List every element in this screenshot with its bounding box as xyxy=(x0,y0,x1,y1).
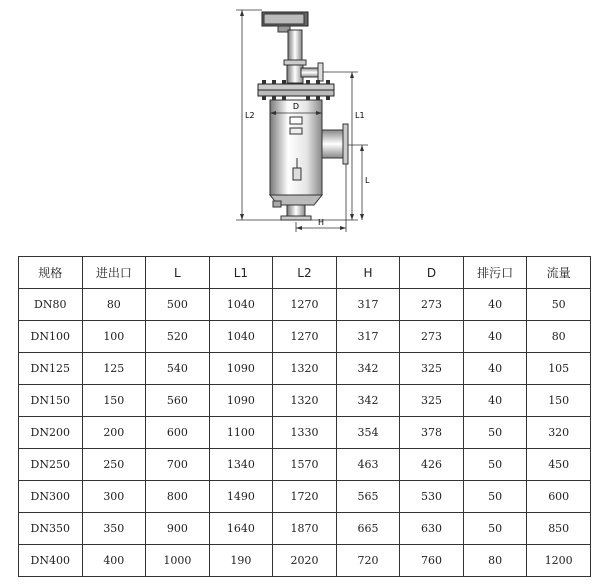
table-cell: 50 xyxy=(527,289,591,321)
table-cell: 100 xyxy=(82,321,146,353)
motor xyxy=(262,12,308,32)
dim-label-l2: L2 xyxy=(245,111,255,120)
table-cell: 80 xyxy=(463,545,527,577)
table-cell: 190 xyxy=(209,545,273,577)
table-row xyxy=(19,513,591,545)
column-header: L xyxy=(146,257,210,289)
table-row xyxy=(19,545,591,577)
table-cell: DN80 xyxy=(19,289,83,321)
table-cell: DN350 xyxy=(19,513,83,545)
table-cell: 1090 xyxy=(209,385,273,417)
table-cell: 565 xyxy=(336,481,400,513)
table-cell: 325 xyxy=(400,385,464,417)
table-cell: DN400 xyxy=(19,545,83,577)
table-cell: 463 xyxy=(336,449,400,481)
table-cell: 150 xyxy=(527,385,591,417)
column-header: H xyxy=(336,257,400,289)
table-cell: 350 xyxy=(82,513,146,545)
column-header: 规格 xyxy=(19,257,83,289)
table-cell: DN150 xyxy=(19,385,83,417)
table-cell: 1340 xyxy=(209,449,273,481)
table-cell: 378 xyxy=(400,417,464,449)
table-cell: 665 xyxy=(336,513,400,545)
table-row xyxy=(19,449,591,481)
table-cell: 325 xyxy=(400,353,464,385)
table-cell: DN300 xyxy=(19,481,83,513)
dim-label-l1: L1 xyxy=(355,111,365,120)
column-header: 排污口 xyxy=(463,257,527,289)
table-cell: 125 xyxy=(82,353,146,385)
table-cell: 630 xyxy=(400,513,464,545)
table-cell: 40 xyxy=(463,289,527,321)
table-cell: 1330 xyxy=(273,417,337,449)
table-cell: 800 xyxy=(146,481,210,513)
table-cell: 600 xyxy=(527,481,591,513)
table-cell: 40 xyxy=(463,353,527,385)
table-cell: 1200 xyxy=(527,545,591,577)
column-header: L2 xyxy=(273,257,337,289)
table-cell: 50 xyxy=(463,513,527,545)
table-cell: 40 xyxy=(463,321,527,353)
column-header: 进出口 xyxy=(82,257,146,289)
table-cell: DN250 xyxy=(19,449,83,481)
table-cell: 150 xyxy=(82,385,146,417)
outlet-pipe xyxy=(322,124,348,164)
dim-label-h: H xyxy=(317,218,325,227)
column-header: D xyxy=(400,257,464,289)
table-cell: 1490 xyxy=(209,481,273,513)
table-cell: 540 xyxy=(146,353,210,385)
table-cell: 354 xyxy=(336,417,400,449)
table-cell: 900 xyxy=(146,513,210,545)
dim-label-l: L xyxy=(365,176,370,185)
table-cell: 1870 xyxy=(273,513,337,545)
table-cell: 500 xyxy=(146,289,210,321)
table-row xyxy=(19,481,591,513)
table-header-row xyxy=(19,257,591,289)
table-cell: 1320 xyxy=(273,353,337,385)
table-row xyxy=(19,321,591,353)
table-row xyxy=(19,353,591,385)
table-row xyxy=(19,289,591,321)
table-cell: 600 xyxy=(146,417,210,449)
table-cell: 200 xyxy=(82,417,146,449)
vessel-body xyxy=(270,100,322,205)
table-row xyxy=(19,417,591,449)
table-cell: 317 xyxy=(336,321,400,353)
table-cell: 320 xyxy=(527,417,591,449)
table-cell: 273 xyxy=(400,289,464,321)
table-cell: 273 xyxy=(400,321,464,353)
table-cell: 1320 xyxy=(273,385,337,417)
table-cell: 300 xyxy=(82,481,146,513)
table-cell: 80 xyxy=(82,289,146,321)
table-cell: DN100 xyxy=(19,321,83,353)
table-cell: 1000 xyxy=(146,545,210,577)
column-header: 流量 xyxy=(527,257,591,289)
table-cell: 1040 xyxy=(209,321,273,353)
vent-pipe xyxy=(301,63,323,81)
table-cell: 720 xyxy=(336,545,400,577)
table-cell: 1040 xyxy=(209,289,273,321)
table-cell: 50 xyxy=(463,481,527,513)
filter-drawing xyxy=(0,0,607,240)
table-cell: 850 xyxy=(527,513,591,545)
table-cell: 1570 xyxy=(273,449,337,481)
table-cell: 1640 xyxy=(209,513,273,545)
column-header: L1 xyxy=(209,257,273,289)
table-cell: 760 xyxy=(400,545,464,577)
table-cell: 342 xyxy=(336,385,400,417)
table-cell: 560 xyxy=(146,385,210,417)
table-cell: DN200 xyxy=(19,417,83,449)
table-cell: 1270 xyxy=(273,289,337,321)
spec-table xyxy=(18,256,591,577)
table-cell: 1720 xyxy=(273,481,337,513)
table-cell: 342 xyxy=(336,353,400,385)
table-cell: 426 xyxy=(400,449,464,481)
table-cell: 250 xyxy=(82,449,146,481)
table-cell: 530 xyxy=(400,481,464,513)
table-cell: 1100 xyxy=(209,417,273,449)
table-cell: 700 xyxy=(146,449,210,481)
table-cell: 80 xyxy=(527,321,591,353)
table-row xyxy=(19,385,591,417)
table-cell: 450 xyxy=(527,449,591,481)
table-cell: DN125 xyxy=(19,353,83,385)
table-cell: 400 xyxy=(82,545,146,577)
table-cell: 1090 xyxy=(209,353,273,385)
table-cell: 317 xyxy=(336,289,400,321)
table-cell: 50 xyxy=(463,449,527,481)
table-cell: 1270 xyxy=(273,321,337,353)
dim-label-d: D xyxy=(292,102,300,111)
table-cell: 105 xyxy=(527,353,591,385)
table-cell: 40 xyxy=(463,385,527,417)
table-cell: 50 xyxy=(463,417,527,449)
table-cell: 2020 xyxy=(273,545,337,577)
table-cell: 520 xyxy=(146,321,210,353)
